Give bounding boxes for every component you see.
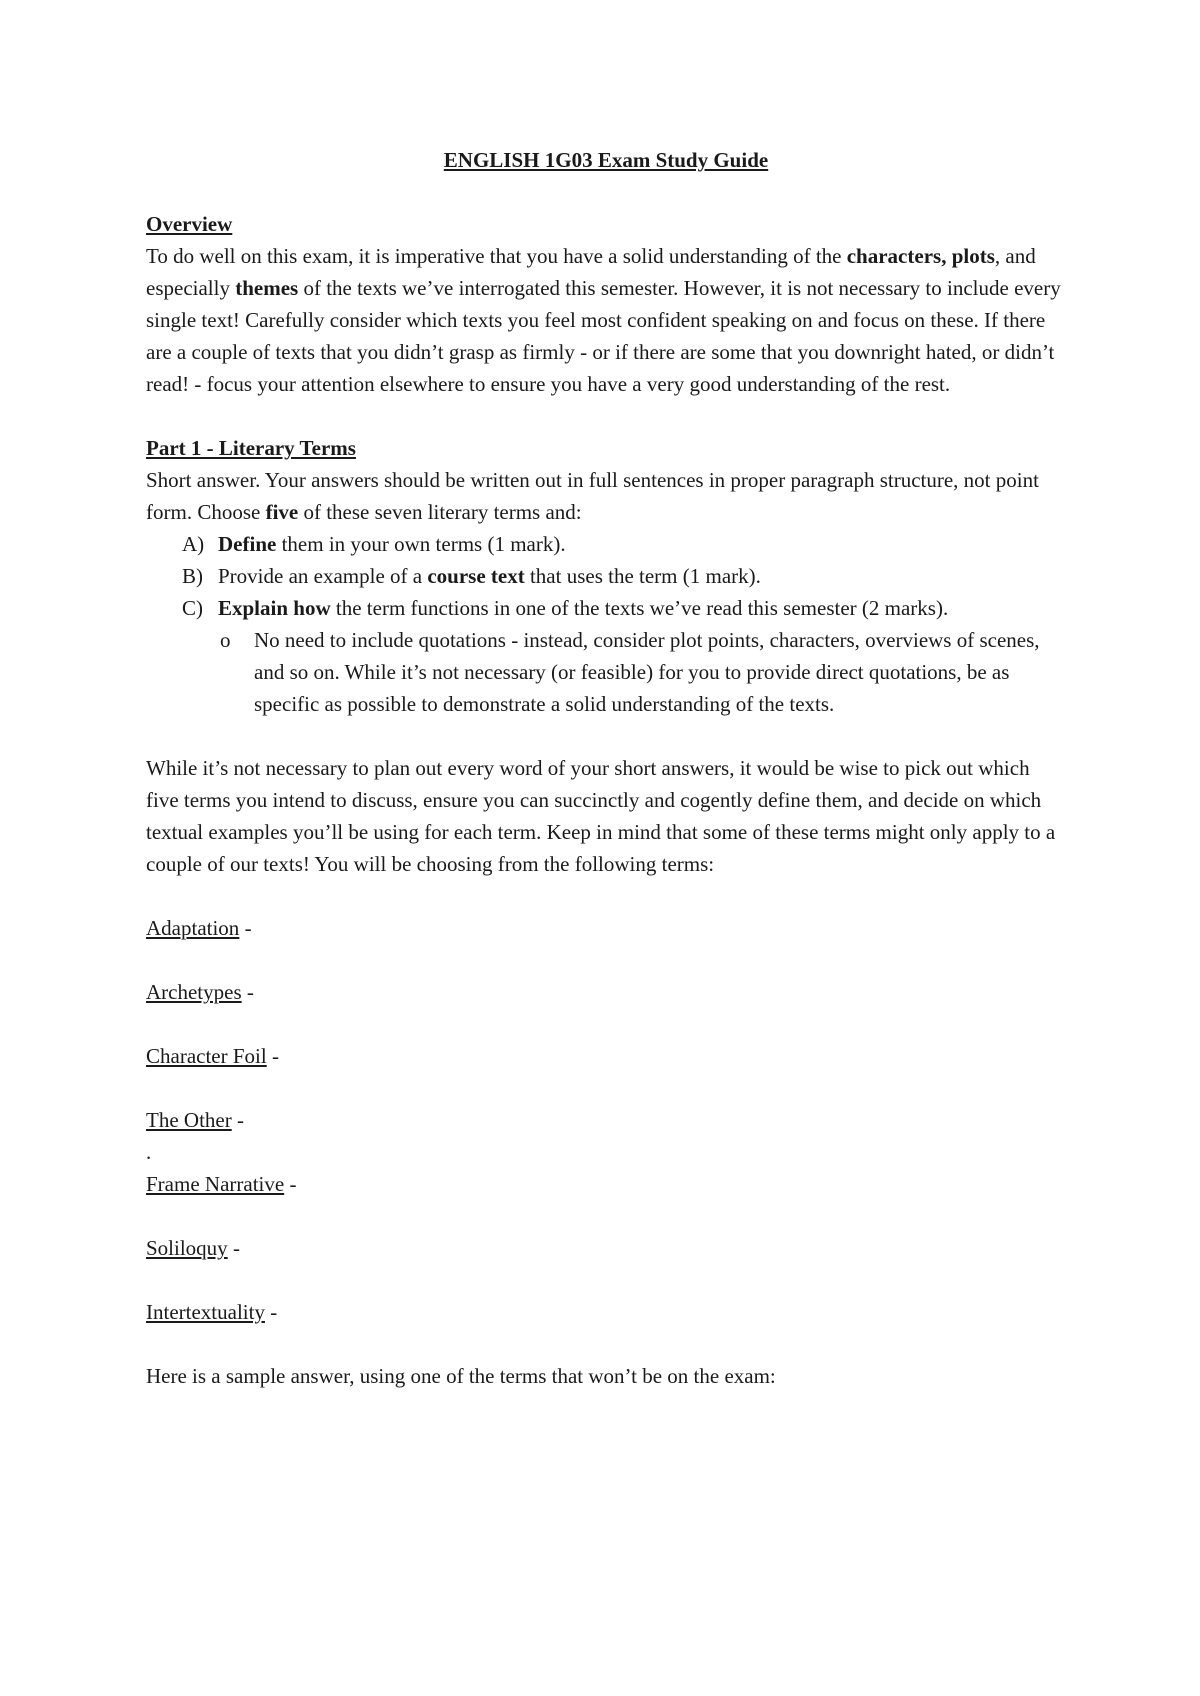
term-character-foil <box>146 1040 1066 1072</box>
part1-heading: Part 1 - Literary Terms <box>146 436 356 460</box>
term-dash: - <box>266 1044 279 1068</box>
term-frame-narrative <box>146 1168 1066 1200</box>
part1-intro-text-a: Short answer. Your answers should be written out in full sentences in proper paragraph structure, not point form. Choose <box>146 468 1039 524</box>
term-label: Archetypes <box>146 980 242 1004</box>
list-item-text: them in your own terms (1 mark). <box>276 532 566 556</box>
overview-text-2: of the texts we’ve interrogated this semester. However, it is not necessary to include every single text! Carefully consider which texts you feel most confident speaking on and focus on these. If there are a couple of texts that you didn’t grasp as firmly - or if there are some that you downright hated, or didn’t read! - focus your attention elsewhere to ensure you have a very good understanding of the rest. <box>146 276 1061 396</box>
term-label: Adaptation <box>146 916 240 940</box>
comma: , <box>941 244 952 268</box>
themes-bold: themes <box>235 276 299 300</box>
explain-how-bold: Explain how <box>218 596 331 620</box>
term-label: The Other <box>146 1108 232 1132</box>
list-marker: B) <box>182 564 203 588</box>
sub-list <box>218 624 1066 720</box>
term-dash: - <box>239 916 252 940</box>
list-item-text: Provide an example of a <box>218 564 428 588</box>
overview-text-1: To do well on this exam, it is imperative that you have a solid understanding of the <box>146 244 842 268</box>
term-archetypes <box>146 976 1066 1008</box>
term-dash: - <box>241 980 254 1004</box>
characters-bold: characters <box>846 244 942 268</box>
term-dash: - <box>264 1300 278 1324</box>
sub-list-item <box>218 624 1066 720</box>
stray-dot: . <box>146 1140 152 1164</box>
overview-heading: Overview <box>146 212 233 236</box>
instruction-list <box>146 528 1066 720</box>
document-body <box>146 144 1066 1392</box>
term-adaptation <box>146 912 1066 944</box>
overview-text-mid: , and especially <box>146 244 1036 300</box>
list-marker: A) <box>182 532 205 556</box>
term-soliloquy <box>146 1232 1066 1264</box>
part1-intro <box>146 464 1066 528</box>
term-dash: - <box>227 1236 240 1260</box>
term-label: Frame Narrative <box>146 1172 285 1196</box>
term-label: Soliloquy <box>146 1236 228 1260</box>
page-title: ENGLISH 1G03 Exam Study Guide <box>443 148 769 172</box>
term-intertextuality <box>146 1296 1066 1328</box>
term-label: Intertextuality <box>146 1300 265 1324</box>
list-item-text: the term functions in one of the texts we’ve read this semester (2 marks). <box>330 596 949 620</box>
planning-paragraph: While it’s not necessary to plan out every word of your short answers, it would be wise to pick out which five terms you intend to discuss, ensure you can succinctly and cogently define them, and decide on which textual examples you’ll be using for each term. Keep in mind that some of these terms might only apply to a couple of our texts! You will be choosing from the following terms: <box>146 756 1056 876</box>
sub-list-text: No need to include quotations - instead, consider plot points, characters, overviews of scenes, and so on. While it’s not necessary (or feasible) for you to provide direct quotations, be as specific as possible to demonstrate a solid understanding of the texts. <box>254 628 1040 716</box>
course-text-bold: course text <box>427 564 525 588</box>
overview-paragraph <box>146 240 1066 400</box>
list-marker: C) <box>182 596 203 620</box>
define-bold: Define <box>218 532 277 556</box>
part1-intro-text-c: of these seven literary terms and: <box>298 500 582 524</box>
term-label: Character Foil <box>146 1044 267 1068</box>
term-dash: - <box>284 1172 297 1196</box>
five-bold: five <box>265 500 299 524</box>
list-item-a <box>146 528 1066 560</box>
term-dash: - <box>231 1108 244 1132</box>
list-item-text: that uses the term (1 mark). <box>524 564 761 588</box>
plots-bold: plots <box>951 244 995 268</box>
term-the-other <box>146 1104 1066 1136</box>
list-item-c <box>146 592 1066 720</box>
list-item-b <box>146 560 1066 592</box>
sub-list-marker: o <box>220 628 231 652</box>
closing-line: Here is a sample answer, using one of the terms that won’t be on the exam: <box>146 1364 776 1388</box>
